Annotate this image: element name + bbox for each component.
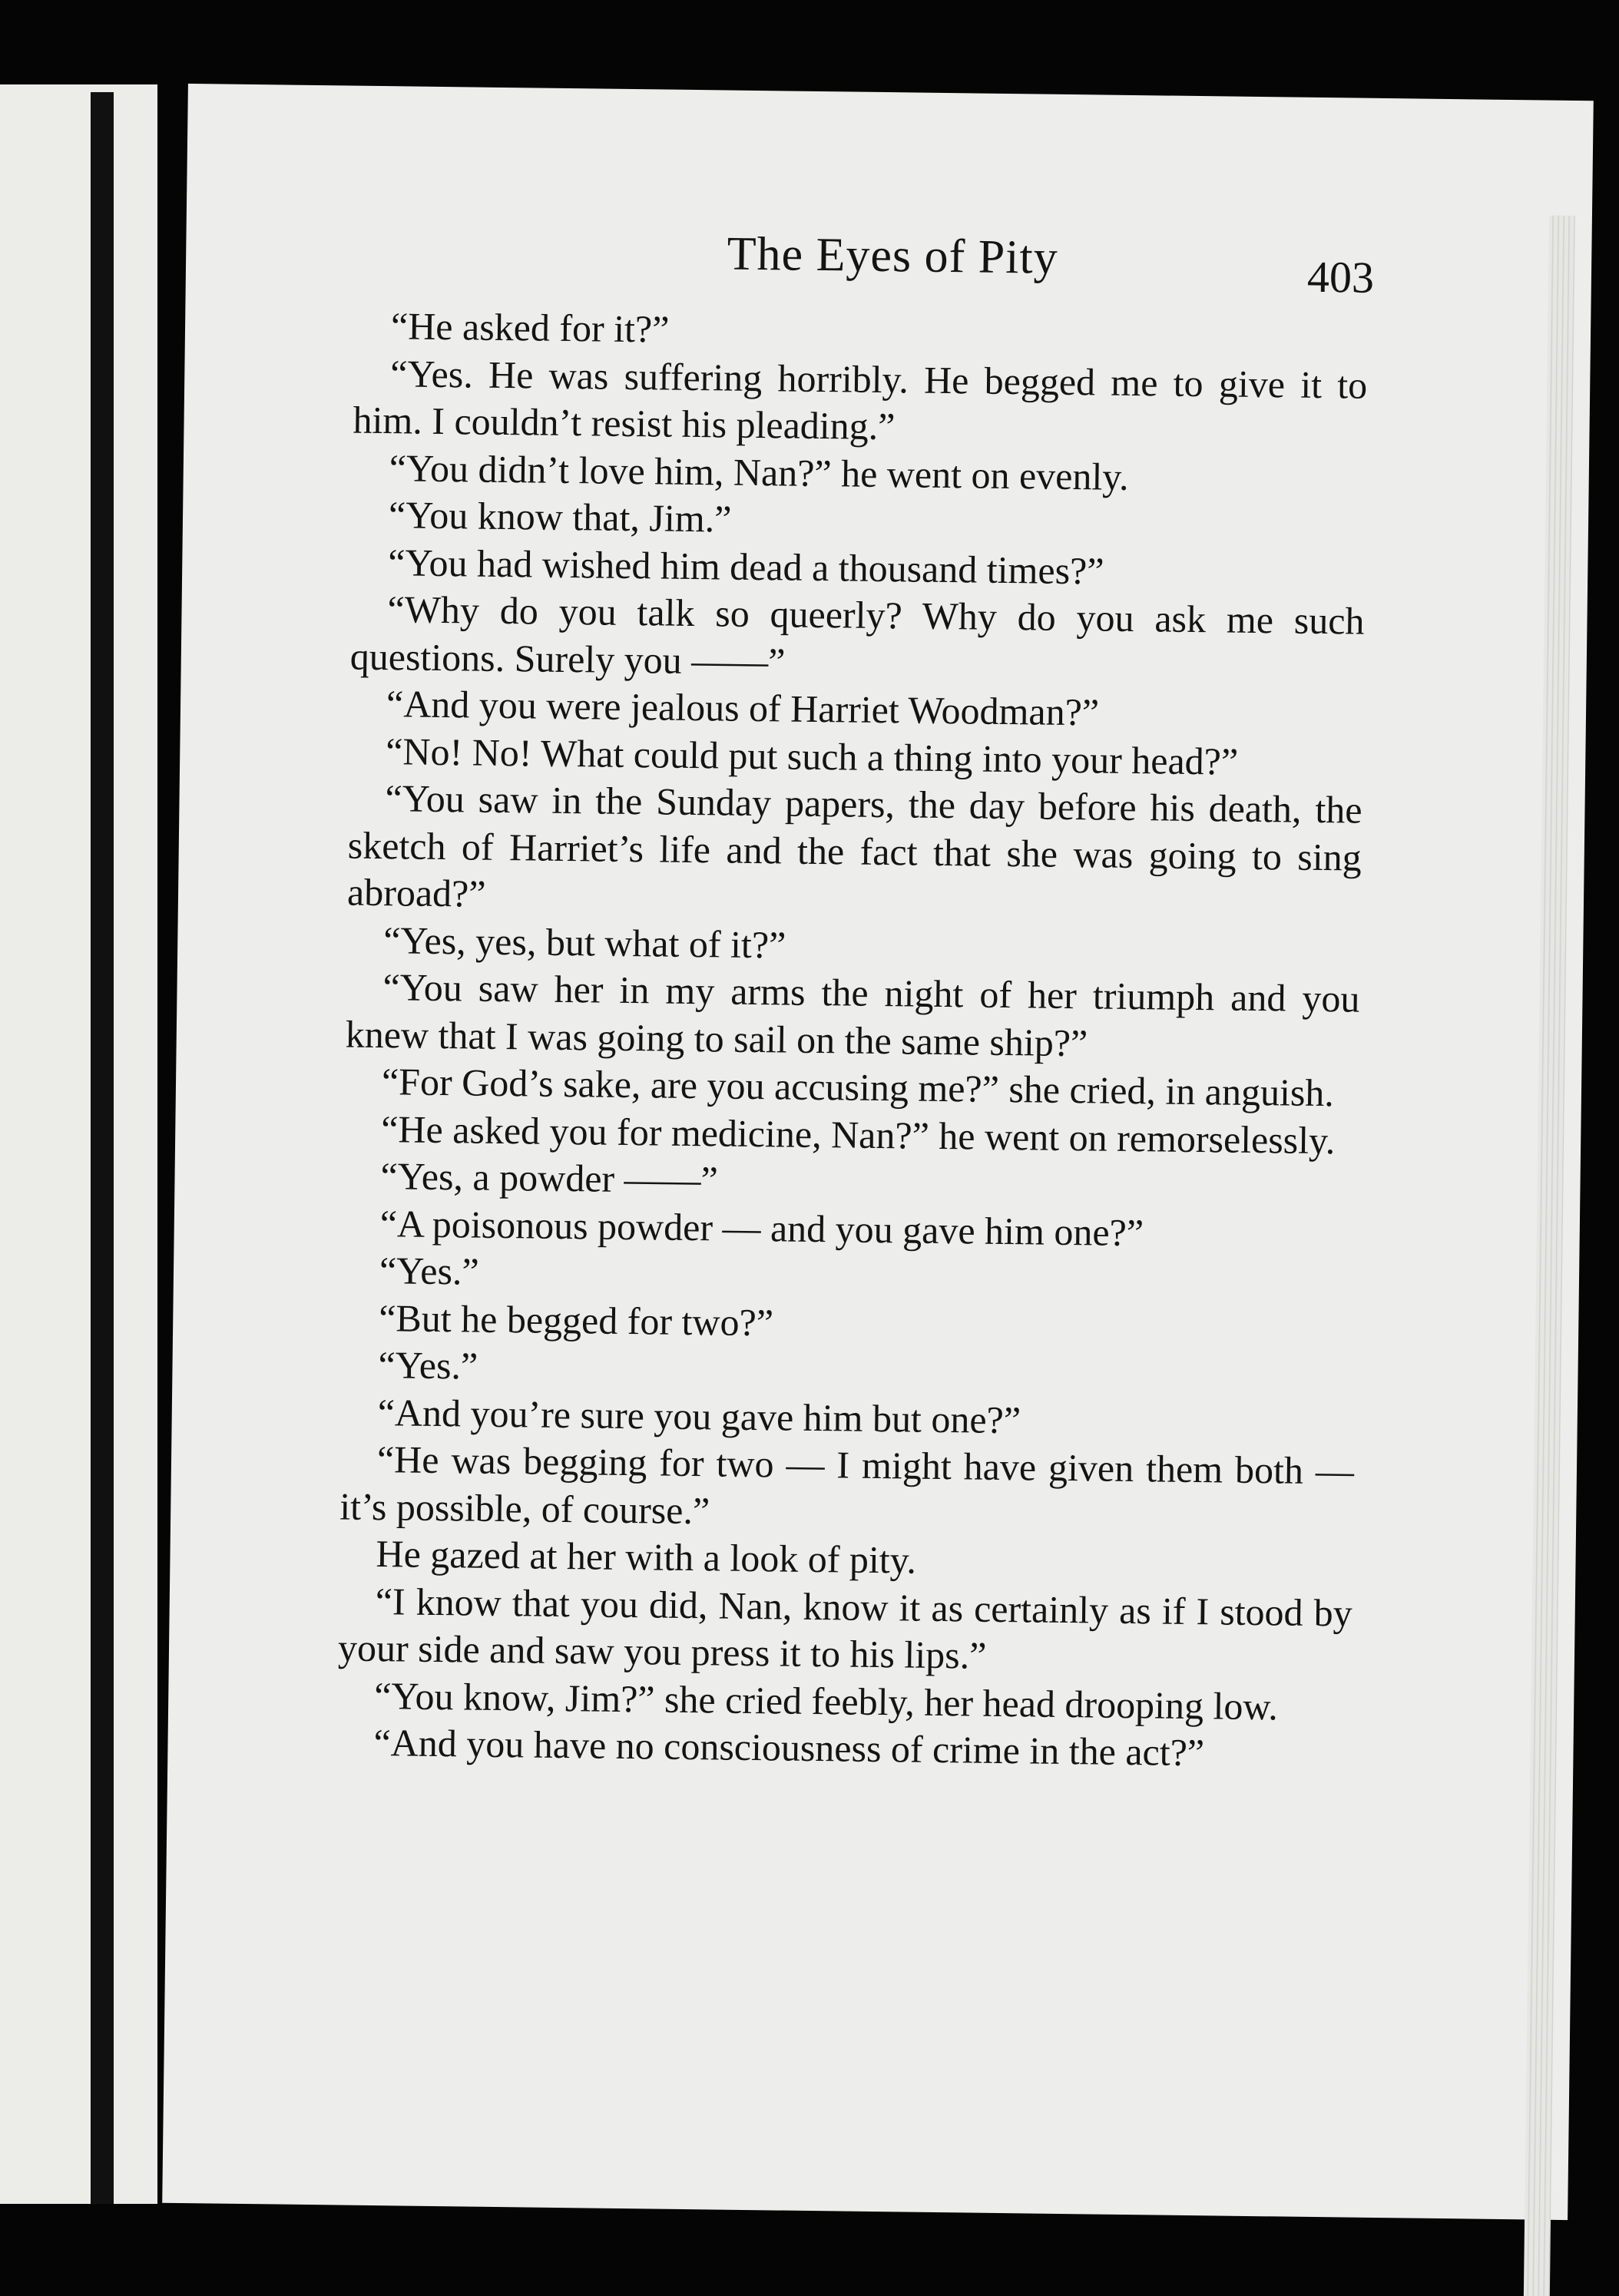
paragraph: “Yes.” bbox=[378, 1343, 478, 1388]
paragraph: “Yes, a powder ——” bbox=[380, 1154, 719, 1202]
paragraph: “He was begging for two — I might have given them both — it’s possible, of course.” bbox=[339, 1437, 1355, 1532]
paragraph: “But he begged for two?” bbox=[378, 1295, 774, 1344]
paragraph: “For God’s sake, are you accusing me?” she cried, in anguish. bbox=[381, 1060, 1335, 1115]
paragraph: “Yes. He was suffering horribly. He begged me to give it to him. I couldn’t resist his pleading.” bbox=[353, 351, 1368, 448]
paragraph: He gazed at her with a look of pity. bbox=[376, 1532, 917, 1582]
paragraph: “You didn’t love him, Nan?” he went on evenly. bbox=[389, 445, 1129, 498]
paragraph: “He asked you for medicine, Nan?” he went on remorselessly. bbox=[380, 1107, 1336, 1162]
page-stack-edge bbox=[1524, 216, 1575, 2296]
book-page bbox=[162, 84, 1594, 2220]
paragraph: “You had wished him dead a thousand times?” bbox=[387, 540, 1104, 593]
paragraph: “I know that you did, Nan, know it as certainly as if I stood by your side and saw you press it to his lips.” bbox=[337, 1579, 1353, 1677]
paragraph: “He asked for it?” bbox=[390, 304, 670, 351]
book-spine-shadow bbox=[91, 92, 114, 2204]
paragraph: “You know that, Jim.” bbox=[388, 493, 732, 541]
paragraph: “No! No! What could put such a thing into your head?” bbox=[385, 729, 1239, 783]
body-text bbox=[336, 303, 1368, 1778]
paragraph: “You saw in the Sunday papers, the day before his death, the sketch of Harriet’s life and the fact that she was going to sing abroad?” bbox=[346, 776, 1362, 915]
paragraph: “And you were jealous of Harriet Woodman?” bbox=[386, 682, 1100, 734]
paragraph: “A poisonous powder — and you gave him one?” bbox=[379, 1201, 1144, 1254]
paragraph: “And you have no consciousness of crime in the act?” bbox=[373, 1721, 1205, 1775]
left-page-edge bbox=[0, 84, 157, 2204]
paragraph: “Yes.” bbox=[379, 1249, 480, 1293]
paragraph: “You know, Jim?” she cried feebly, her head drooping low. bbox=[373, 1673, 1279, 1728]
paragraph: “Why do you talk so queerly? Why do you ask me such questions. Surely you ——” bbox=[349, 587, 1365, 683]
paragraph: “You saw her in my arms the night of her triumph and you knew that I was going to sail on the same ship?” bbox=[345, 965, 1360, 1064]
running-head: The Eyes of Pity bbox=[727, 227, 1059, 284]
paragraph: “And you’re sure you gave him but one?” bbox=[377, 1390, 1021, 1441]
paragraph: “Yes, yes, but what of it?” bbox=[382, 918, 786, 967]
page-number: 403 bbox=[1306, 251, 1375, 303]
